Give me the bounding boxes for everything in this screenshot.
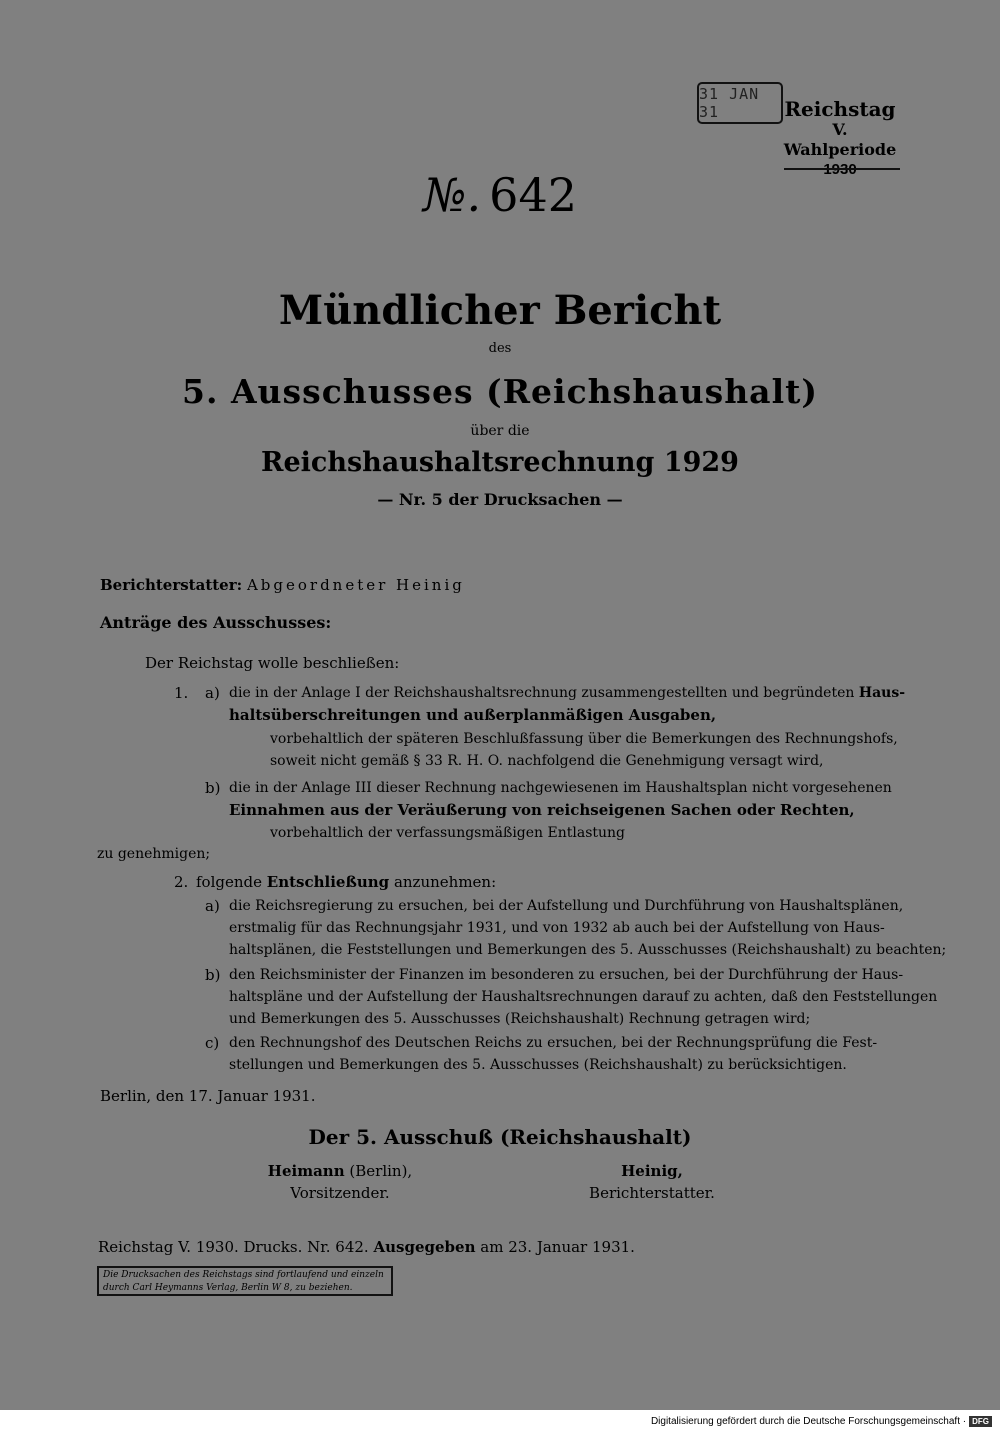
item2b-text	[229, 964, 937, 1030]
item2c-line: stellungen und Bemerkungen des 5. Ausschusses (Reichshaushalt) zu berücksichtigen.	[229, 1057, 847, 1073]
digitization-credit	[651, 1416, 992, 1427]
item2-intro	[196, 871, 496, 893]
dfg-logo: DFG	[969, 1416, 992, 1427]
item1-number: 1.	[174, 684, 189, 702]
item2-number: 2.	[174, 873, 189, 891]
imprint-date: am 23. Januar 1931.	[480, 1238, 635, 1256]
chair-role: Vorsitzender.	[290, 1184, 390, 1202]
rapporteur-name: Heinig,	[621, 1162, 683, 1180]
credit-text: Digitalisierung gefördert durch die Deutsche Forschungsgemeinschaft ·	[650, 1416, 967, 1427]
title-des: des	[488, 341, 512, 356]
chair-name: Heimann	[267, 1162, 345, 1180]
berichterstatter-value: Abgeordneter Heinig	[246, 576, 465, 594]
item2b-line: den Reichsminister der Finanzen im besonderen zu ersuchen, bei der Durchführung der Haus-	[229, 967, 904, 983]
committee-heading: 5. Ausschusses (Reichshaushalt)	[182, 372, 818, 411]
imprint-issued: Ausgegeben	[373, 1238, 476, 1256]
item1a-line2: haltsüberschreitungen und außerplanmäßigen Ausgaben,	[229, 706, 717, 724]
item1a-line1	[229, 682, 906, 704]
corner-reichstag: Reichstag	[784, 97, 896, 121]
corner-wahlperiode: V. Wahlperiode	[783, 120, 897, 159]
chair-place: (Berlin),	[349, 1162, 413, 1180]
item1a-label: a)	[205, 684, 220, 702]
antraege-heading: Anträge des Ausschusses:	[100, 613, 332, 632]
item2a-line: erstmalig für das Rechnungsjahr 1931, und von 1932 ab auch bei der Aufstellung von Haus-	[229, 920, 885, 936]
zu-genehmigen: zu genehmigen;	[97, 846, 211, 862]
item2-intro-plain1: folgende	[196, 873, 262, 891]
item2a-line: haltsplänen, die Feststellungen und Bemerkungen des 5. Ausschusses (Reichshaushalt) zu beachten;	[229, 942, 947, 958]
item2-intro-bold: Entschließung	[266, 873, 390, 891]
item2c-text	[229, 1032, 877, 1076]
received-stamp	[697, 82, 783, 124]
item2a-label: a)	[205, 897, 220, 915]
item1b-label: b)	[205, 779, 221, 797]
page-title: Mündlicher Bericht	[278, 287, 722, 334]
note-line: durch Carl Heymanns Verlag, Berlin W 8, zu beziehen.	[103, 1283, 353, 1293]
rapporteur-role: Berichterstatter.	[589, 1184, 715, 1202]
item1a-line1-text: die in der Anlage I der Reichshaushaltsrechnung zusammengestellten und begründeten	[229, 685, 855, 701]
item1a-line4: soweit nicht gemäß § 33 R. H. O. nachfolgend die Genehmigung versagt wird,	[270, 753, 824, 769]
distribution-note-box	[97, 1266, 393, 1296]
signature-title: Der 5. Ausschuß (Reichshaushalt)	[308, 1125, 692, 1149]
item2a-text	[229, 895, 946, 961]
note-line: Die Drucksachen des Reichstags sind fortlaufend und einzeln	[103, 1270, 384, 1280]
item2b-line: haltspläne und der Aufstellung der Haushaltsrechnungen darauf zu achten, daß den Feststellungen	[229, 989, 938, 1005]
number-value: 642	[489, 168, 577, 222]
berichterstatter-label: Berichterstatter:	[100, 576, 243, 594]
item1a-line3: vorbehaltlich der späteren Beschlußfassung über die Bemerkungen des Rechnungshofs,	[270, 731, 898, 747]
item2c-line: den Rechnungshof des Deutschen Reichs zu ersuchen, bei der Rechnungsprüfung die Fest-	[229, 1035, 878, 1051]
uber-die: über die	[470, 423, 530, 439]
item2b-line: und Bemerkungen des 5. Ausschusses (Reichshaushalt) Rechnung getragen wird;	[229, 1011, 811, 1027]
berichterstatter-line	[100, 574, 465, 596]
intro-line: Der Reichstag wolle beschließen:	[145, 654, 400, 672]
item2a-line: die Reichsregierung zu ersuchen, bei der Aufstellung und Durchführung von Haushaltsplänen,	[229, 898, 904, 914]
date-line: Berlin, den 17. Januar 1931.	[100, 1087, 316, 1105]
item2b-label: b)	[205, 966, 221, 984]
subject-heading: Reichshaushaltsrechnung 1929	[261, 447, 739, 478]
document-number	[0, 168, 1000, 222]
number-sign: №.	[423, 168, 482, 222]
item1b-line2: Einnahmen aus der Veräußerung von reichseigenen Sachen oder Rechten,	[229, 801, 855, 819]
imprint-line	[98, 1238, 635, 1256]
item2c-label: c)	[205, 1034, 220, 1052]
item1b-line1: die in der Anlage III dieser Rechnung nachgewiesenen im Haushaltsplan nicht vorgesehenen	[229, 780, 892, 796]
stamp-date: 31 JAN 31	[699, 85, 760, 121]
item2-intro-plain2: anzunehmen:	[393, 873, 497, 891]
signature-right	[552, 1160, 752, 1204]
drucksache-ref: — Nr. 5 der Drucksachen —	[377, 490, 623, 509]
signature-left	[240, 1160, 440, 1204]
item1a-line1-bold: Haus-	[858, 685, 906, 701]
imprint-text: Reichstag V. 1930. Drucks. Nr. 642.	[98, 1238, 369, 1256]
item1b-line3: vorbehaltlich der verfassungsmäßigen Entlastung	[270, 825, 626, 841]
